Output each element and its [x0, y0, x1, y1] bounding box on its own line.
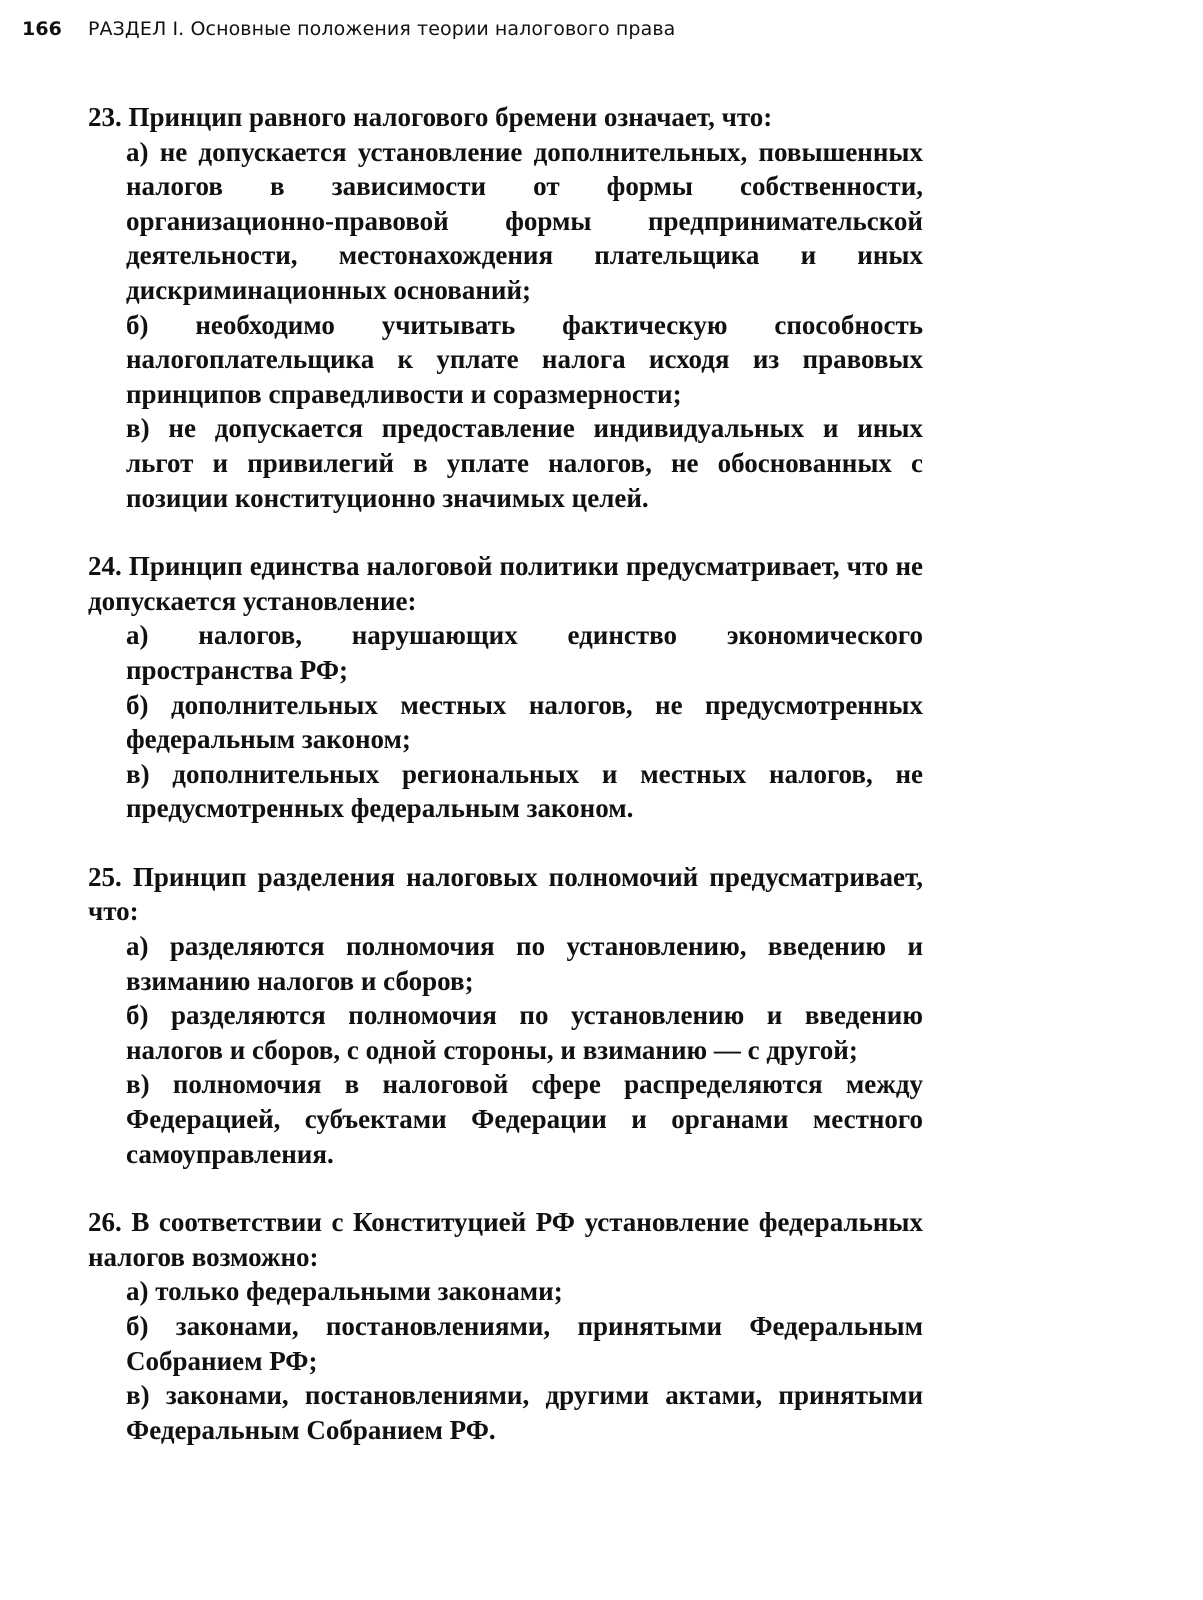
question-number: 24.: [88, 551, 122, 582]
running-header: [22, 18, 675, 40]
answer-option-a: а) налогов, нарушающих единство экономического пространства РФ;: [126, 620, 923, 685]
question-text: Принцип разделения налоговых полномочий предусматривает, что:: [88, 861, 924, 927]
page-number: 166: [22, 18, 62, 40]
answer-option-a: а) не допускается установление дополнительных, повышенных налогов в зависимости от формы собственности, организационно-правовой формы предпринимательской деятельности, местонахождения плательщика и иных дискриминационных оснований;: [126, 136, 923, 305]
question-24: [88, 549, 923, 826]
question-text: Принцип равного налогового бремени означает, что:: [128, 102, 773, 132]
question-text: Принцип единства налоговой политики предусматривает, что не допускается установление:: [88, 551, 923, 616]
section-title: РАЗДЕЛ I. Основные положения теории налогового права: [87, 18, 676, 40]
question-26: [88, 1205, 923, 1447]
answer-option-c: в) полномочия в налоговой сфере распределяются между Федерацией, субъектами Федерации и органами местного самоуправления.: [126, 1069, 923, 1169]
answer-option-b: б) дополнительных местных налогов, не предусмотренных федеральным законом;: [126, 689, 923, 755]
question-23: [88, 100, 923, 515]
question-number: 25.: [88, 861, 122, 892]
answer-option-b: б) необходимо учитывать фактическую способность налогоплательщика к уплате налога исходя из правовых принципов справедливости и соразмерности;: [126, 309, 923, 409]
question-number: 26.: [88, 1207, 122, 1238]
answer-option-c: в) дополнительных региональных и местных налогов, не предусмотренных федеральным законом.: [126, 758, 923, 824]
question-number: 23.: [88, 102, 122, 132]
question-stem: [88, 549, 923, 618]
answer-option-c: в) не допускается предоставление индивидуальных и иных льгот и привилегий в уплате налогов, не обоснованных с позиции конституционно значимых целей.: [126, 413, 923, 513]
answer-option-b: б) разделяются полномочия по установлению и введению налогов и сборов, с одной стороны, и взиманию — с другой;: [126, 1000, 923, 1065]
answer-option-b: б) законами, постановлениями, принятыми Федеральным Собранием РФ;: [126, 1311, 923, 1376]
answer-option-a: а) разделяются полномочия по установлению, введению и взиманию налогов и сборов;: [126, 931, 923, 996]
question-stem: [88, 860, 923, 929]
question-25: [88, 860, 923, 1171]
answer-option-c: в) законами, постановлениями, другими актами, принятыми Федеральным Собранием РФ.: [126, 1380, 923, 1445]
question-text: В соответствии с Конституцией РФ установление федеральных налогов возможно:: [88, 1207, 923, 1272]
question-stem: [88, 1205, 923, 1274]
page-body: [88, 100, 923, 1481]
answer-option-a: а) только федеральными законами;: [126, 1276, 563, 1307]
question-stem: [88, 100, 923, 135]
